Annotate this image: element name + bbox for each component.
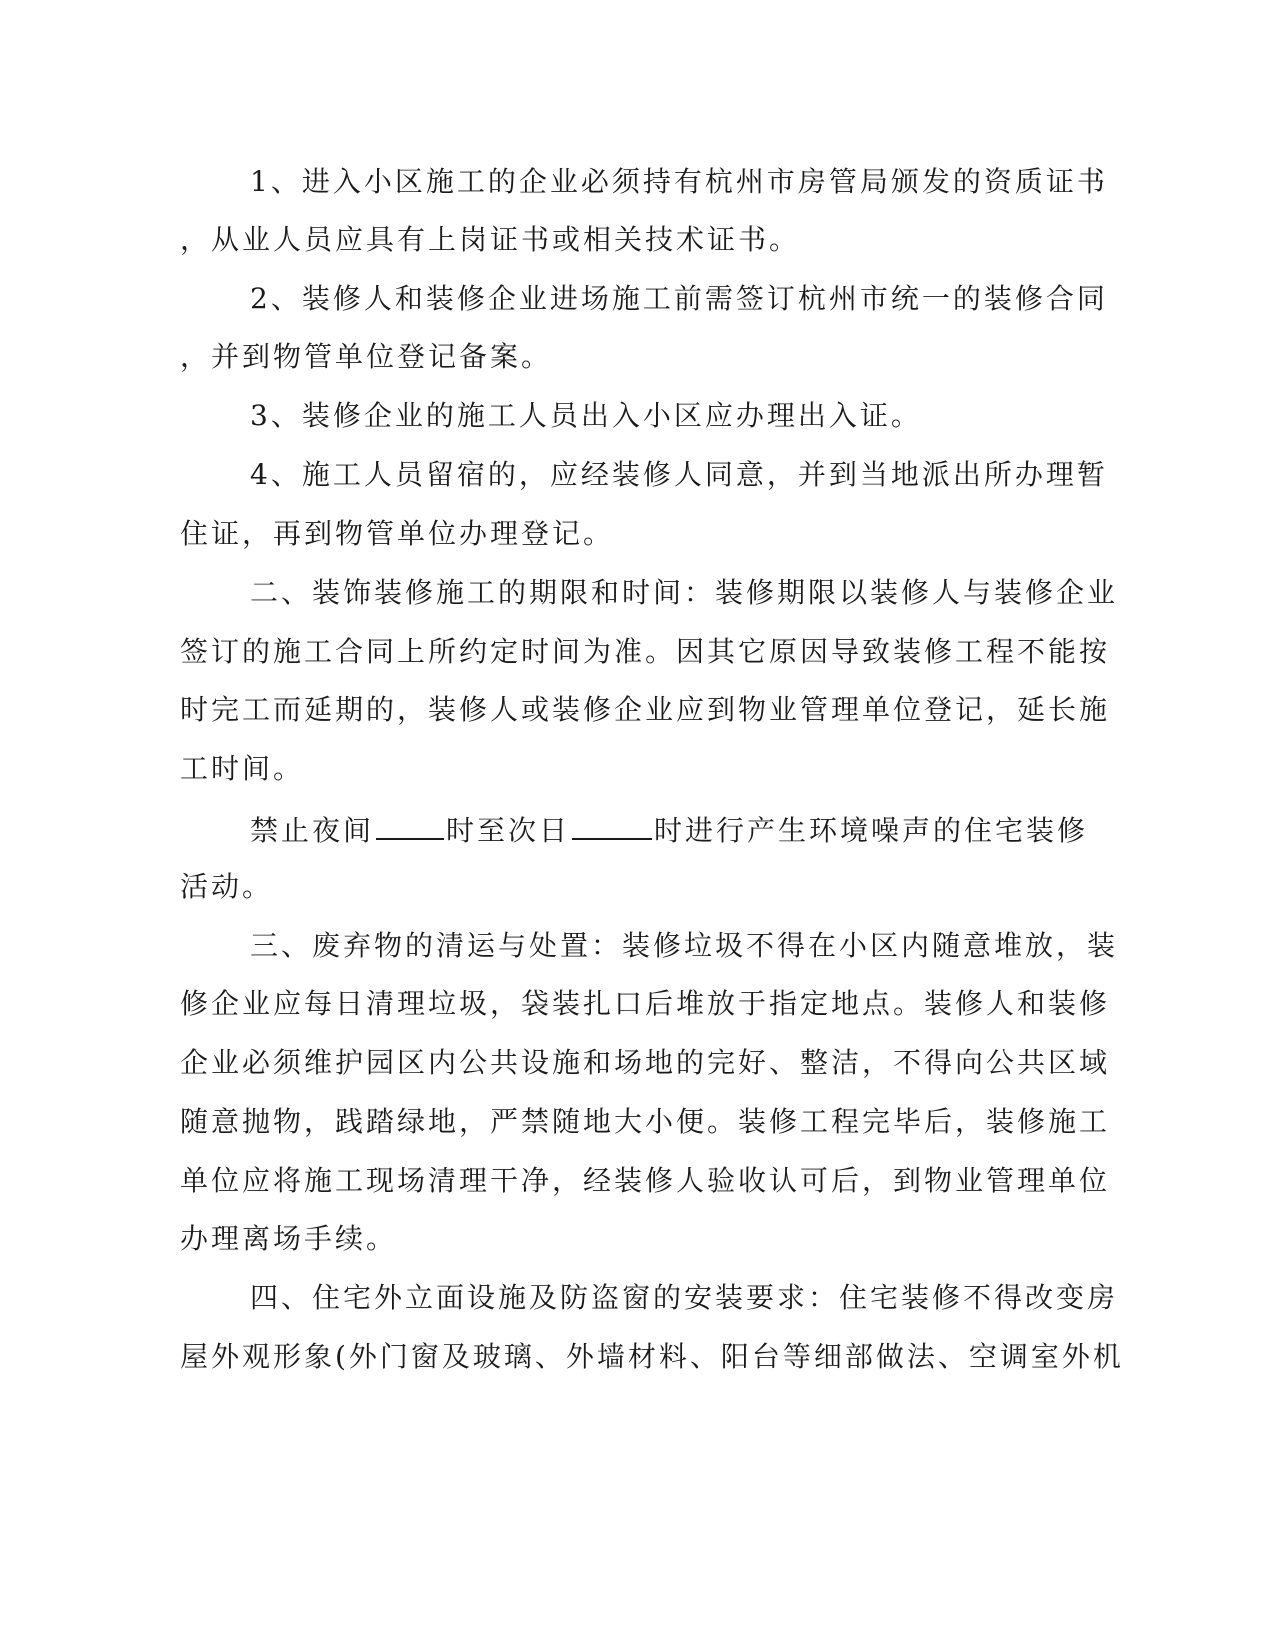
paragraph-5-line-3: 时完工而延期的，装修人或装修企业应到物业管理单位登记，延长施	[180, 693, 1111, 726]
paragraph-5-line-1: 二、装饰装修施工的期限和时间：装修期限以装修人与装修企业	[250, 576, 1119, 609]
noise-ban-text-2: 时至次日	[446, 814, 571, 847]
paragraph-2-line-1: 2、装修人和装修企业进场施工前需签订杭州市统一的装修合同	[250, 282, 1108, 315]
paragraph-7-line-6: 办理离场手续。	[180, 1222, 398, 1255]
paragraph-5-line-4: 工时间。	[180, 752, 305, 785]
paragraph-1-line-2: ，从业人员应具有上岗证书或相关技术证书。	[180, 223, 801, 256]
paragraph-1-line-1: 1、进入小区施工的企业必须持有杭州市房管局颁发的资质证书	[250, 165, 1108, 198]
paragraph-7-line-1: 三、废弃物的清运与处置：装修垃圾不得在小区内随意堆放，装	[250, 929, 1119, 962]
paragraph-7-line-3: 企业必须维护园区内公共设施和场地的完好、整洁，不得向公共区域	[180, 1046, 1111, 1079]
noise-ban-text-3: 时进行产生环境噪声的住宅装修	[654, 814, 1089, 847]
paragraph-3-line-1: 3、装修企业的施工人员出入小区应办理出入证。	[250, 399, 922, 432]
noise-ban-text-1: 禁止夜间	[250, 814, 375, 847]
paragraph-8-line-1: 四、住宅外立面设施及防盗窗的安装要求：住宅装修不得改变房	[250, 1281, 1119, 1314]
paragraph-6-line-2: 活动。	[180, 870, 274, 903]
paragraph-4-line-2: 住证，再到物管单位办理登记。	[180, 517, 615, 550]
paragraph-6-line-1	[250, 812, 1150, 847]
next-day-end-hour-blank	[572, 812, 652, 840]
paragraph-5-line-2: 签订的施工合同上所约定时间为准。因其它原因导致装修工程不能按	[180, 635, 1111, 668]
paragraph-7-line-5: 单位应将施工现场清理干净，经装修人验收认可后，到物业管理单位	[180, 1164, 1111, 1197]
paragraph-8-line-2: 屋外观形象(外门窗及玻璃、外墙材料、阳台等细部做法、空调室外机	[180, 1340, 1124, 1373]
night-start-hour-blank	[376, 812, 444, 840]
paragraph-4-line-1: 4、施工人员留宿的，应经装修人同意，并到当地派出所办理暂	[250, 458, 1108, 491]
paragraph-7-line-2: 修企业应每日清理垃圾，袋装扎口后堆放于指定地点。装修人和装修	[180, 987, 1111, 1020]
paragraph-2-line-2: ，并到物管单位登记备案。	[180, 340, 553, 373]
paragraph-7-line-4: 随意抛物，践踏绿地，严禁随地大小便。装修工程完毕后，装修施工	[180, 1105, 1111, 1138]
